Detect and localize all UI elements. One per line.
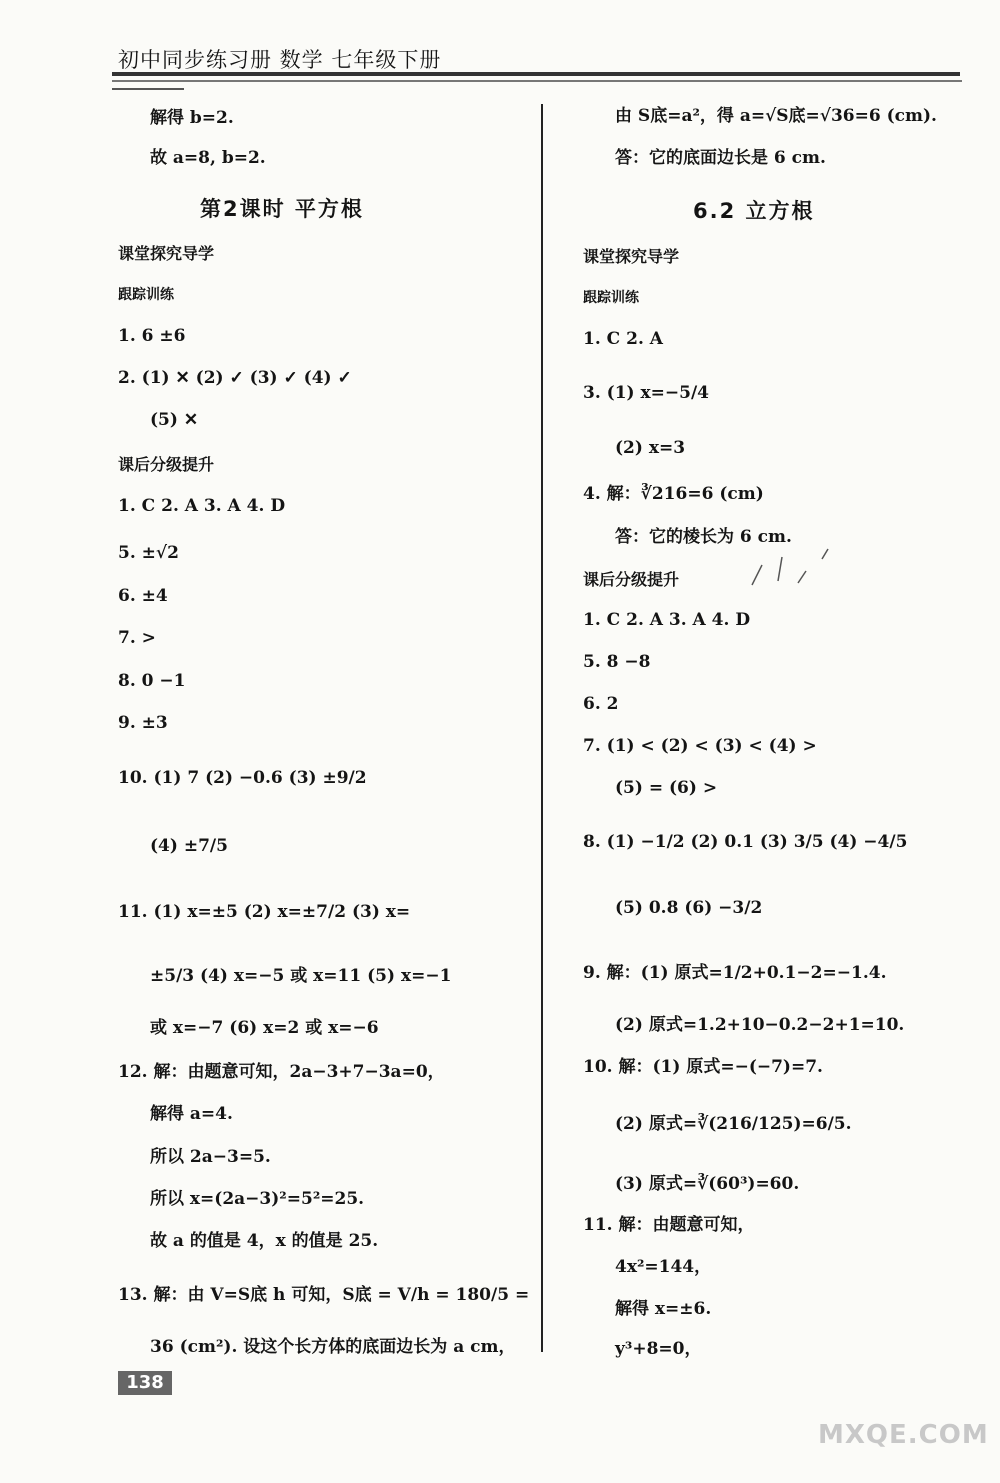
answer-line: 1. C 2. A 3. A 4. D xyxy=(118,496,286,516)
answer-line: 8. (1) −1/2 (2) 0.1 (3) 3/5 (4) −4/5 xyxy=(583,832,908,852)
answer-line: (5) = (6) > xyxy=(615,778,718,798)
header-rule-accent xyxy=(112,88,184,90)
answer-line: 10. 解：(1) 原式=−(−7)=7. xyxy=(583,1057,823,1077)
subsection-title: 跟踪训练 xyxy=(583,290,639,306)
subsection-title: 跟踪训练 xyxy=(118,287,174,303)
lesson-heading: 第2课时 平方根 xyxy=(200,197,364,221)
answer-line: 9. ±3 xyxy=(118,713,168,733)
answer-line: 故 a 的值是 4，x 的值是 25. xyxy=(150,1231,379,1251)
answer-line: 解得 x=±6. xyxy=(615,1299,712,1319)
answer-line: 1. C 2. A 3. A 4. D xyxy=(583,610,751,630)
section-heading: 6.2 立方根 xyxy=(693,199,815,223)
answer-line: 12. 解：由题意可知，2a−3+7−3a=0， xyxy=(118,1062,445,1082)
page-number: 138 xyxy=(118,1371,172,1395)
header-rule xyxy=(112,72,960,76)
answer-line: (4) ±7/5 xyxy=(150,836,228,856)
pencil-marks xyxy=(740,545,840,595)
answer-line: 5. ±√2 xyxy=(118,543,179,563)
answer-line: 3. (1) x=−5/4 xyxy=(583,383,709,403)
column-divider xyxy=(541,104,543,1352)
left-line: 故 a=8, b=2. xyxy=(150,148,266,168)
answer-line: y³+8=0， xyxy=(615,1339,702,1359)
answer-line: (3) 原式=∛(60³)=60. xyxy=(615,1174,800,1194)
answer-line: (5) 0.8 (6) −3/2 xyxy=(615,898,763,918)
header-rule-secondary xyxy=(112,80,962,82)
answer-line: (2) 原式=∛(216/125)=6/5. xyxy=(615,1114,852,1134)
answer-line: 1. C 2. A xyxy=(583,329,663,349)
answer-line: 4x²=144， xyxy=(615,1257,712,1277)
answer-line: 7. > xyxy=(118,628,156,648)
left-line: 解得 b=2. xyxy=(150,108,234,128)
book-header-title: 初中同步练习册 数学 七年级下册 xyxy=(118,48,442,72)
answer-line: 36 (cm²). 设这个长方体的底面边长为 a cm， xyxy=(150,1337,516,1357)
answer-line: 解得 a=4. xyxy=(150,1104,233,1124)
right-line: 答：它的底面边长是 6 cm. xyxy=(615,148,826,168)
answer-line: 6. 2 xyxy=(583,694,619,714)
answer-line: (2) x=3 xyxy=(615,438,686,458)
answer-line: 11. 解：由题意可知， xyxy=(583,1215,755,1235)
section-title: 课堂探究导学 xyxy=(583,247,680,266)
answer-line: 答：它的棱长为 6 cm. xyxy=(615,527,792,547)
section-title: 课后分级提升 xyxy=(118,455,215,474)
answer-line: (2) 原式=1.2+10−0.2−2+1=10. xyxy=(615,1015,905,1035)
answer-line: 4. 解：∛216=6 (cm) xyxy=(583,484,764,504)
answer-line: 2. (1) ✕ (2) ✓ (3) ✓ (4) ✓ xyxy=(118,368,352,388)
answer-line: 所以 x=(2a−3)²=5²=25. xyxy=(150,1189,365,1209)
answer-line: 10. (1) 7 (2) −0.6 (3) ±9/2 xyxy=(118,768,367,788)
answer-line: 9. 解：(1) 原式=1/2+0.1−2=−1.4. xyxy=(583,963,887,983)
section-title: 课后分级提升 xyxy=(583,570,680,589)
answer-line: 1. 6 ±6 xyxy=(118,326,186,346)
answer-line: 6. ±4 xyxy=(118,586,168,606)
answer-line: 5. 8 −8 xyxy=(583,652,651,672)
answer-line: 13. 解：由 V=S底 h 可知，S底 = V/h = 180/5 = xyxy=(118,1285,530,1305)
watermark: MXQE.COM xyxy=(818,1420,989,1450)
answer-line: ±5/3 (4) x=−5 或 x=11 (5) x=−1 xyxy=(150,966,452,986)
right-line: 由 S底=a²，得 a=√S底=√36=6 (cm). xyxy=(615,106,937,126)
section-title: 课堂探究导学 xyxy=(118,244,215,263)
answer-line: 或 x=−7 (6) x=2 或 x=−6 xyxy=(150,1018,379,1038)
answer-line: 8. 0 −1 xyxy=(118,671,186,691)
answer-line: 11. (1) x=±5 (2) x=±7/2 (3) x= xyxy=(118,902,411,922)
answer-line: 所以 2a−3=5. xyxy=(150,1147,271,1167)
answer-line: (5) ✕ xyxy=(150,410,199,430)
answer-line: 7. (1) < (2) < (3) < (4) > xyxy=(583,736,817,756)
